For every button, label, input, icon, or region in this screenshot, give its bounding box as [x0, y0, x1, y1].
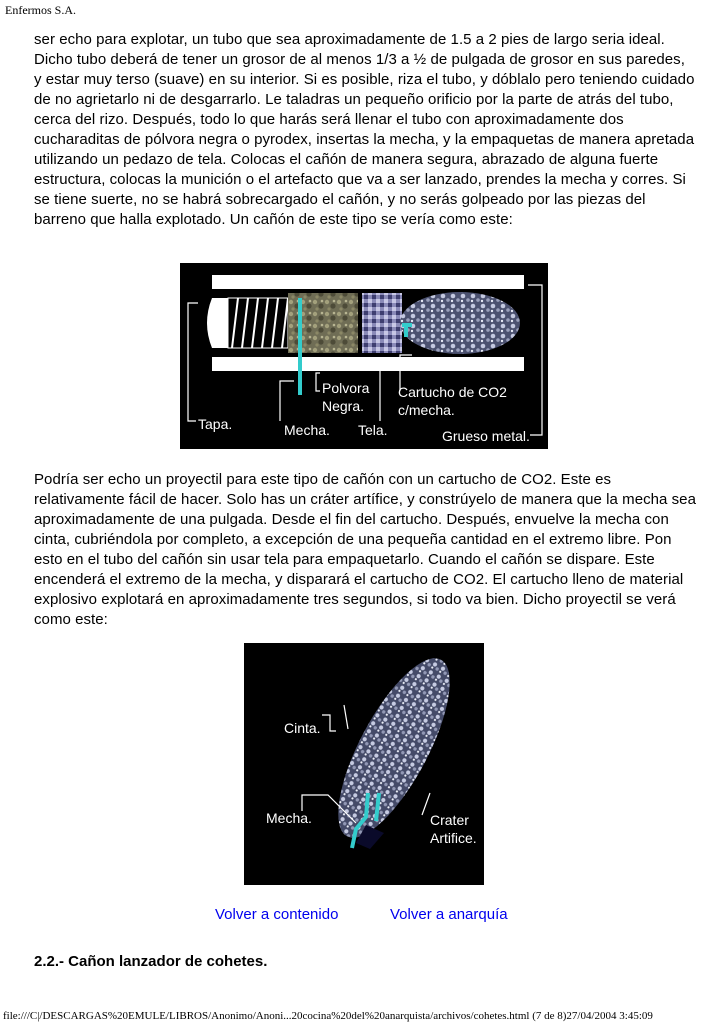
link-volver-anarquia[interactable]: Volver a anarquía — [390, 906, 508, 923]
body-paragraph-2: Podría ser echo un proyectil para este tipo de cañón con un cartucho de CO2. Este es relativamente fácil de hacer. Solo has un cráter artífice, y constrúyelo de manera que la mecha sea aproximadamente de una pulgada. Desde el fin del cartucho. Después, envuelve la mecha con cinta, cubriéndola por completo, a excepción de una pequeña cantidad en el extremo libre. Pon esto en el tubo del cañón sin usar tela para empaquetarlo. Cuando el cañón se dispare. Este encenderá el extremo de la mecha, y disparará el cartucho de CO2. El cartucho lleno de material explosivo explotará en aproximadamente tres segundos, si todo va bien. Dicho proyectil se verá como este: — [34, 471, 696, 628]
label-cartucho-1: Cartucho de CO2 — [398, 384, 507, 400]
page-header-title: Enfermos S.A. — [5, 3, 76, 17]
label-tela: Tela. — [358, 422, 388, 438]
link-volver-contenido[interactable]: Volver a contenido — [215, 906, 339, 923]
label-cartucho-2: c/mecha. — [398, 402, 455, 418]
label-polvora-1: Polvora — [322, 380, 370, 396]
body-paragraph-1: ser echo para explotar, un tubo que sea aproximadamente de 1.5 a 2 pies de largo seria ideal. Dicho tubo deberá de tener un grosor de al menos 1/3 a ½ de pulgada de grosor en sus paredes, y estar muy terso (suave) en su interior. Si es posible, riza el tubo, y dóblalo pero teniendo cuidado de no agrietarlo ni de desgarrarlo. Le taladras un pequeño orificio por la parte de atrás del tubo, cerca del rizo. Después, todo lo que harás será llenar el tubo con aproximadamente dos cucharaditas de pólvora negra o pyrodex, insertas la mecha, y la empaquetas de manera apretada utilizando un pedazo de tela. Colocas el cañón de manera segura, abrazado de alguna fuerte estructura, colocas la munición o el artefacto que va a ser lanzado, prendes la mecha y corres. Si se tiene suerte, no se habrá sobrecargado el cañón, y no serás golpeado por las piezas del barreno que halla explotado. Un cañón de este tipo se vería como este: — [34, 31, 695, 228]
label-mecha-2: Mecha. — [266, 810, 312, 826]
label-polvora-2: Negra. — [322, 398, 365, 414]
label-crater-1: Crater — [430, 812, 469, 828]
label-crater-2: Artifice. — [430, 830, 477, 846]
projectile-diagram — [244, 643, 484, 885]
section-heading: 2.2.- Cañon lanzador de cohetes. — [34, 953, 268, 970]
co2-cartridge — [400, 292, 520, 354]
page-footer-url: file:///C|/DESCARGAS%20EMULE/LIBROS/Anonimo/Anoni...20cocina%20del%20anarquista/archivos/cohetes.html (7 de 8)27/04/2004 3:45:09 — [3, 1010, 653, 1022]
cloth-wad — [362, 293, 402, 353]
tube-top-wall — [212, 275, 524, 289]
tube-thread — [228, 298, 288, 348]
label-mecha: Mecha. — [284, 422, 330, 438]
label-cinta: Cinta. — [284, 720, 321, 736]
cannon-diagram — [180, 263, 548, 449]
label-grueso-metal: Grueso metal. — [442, 428, 530, 444]
label-tapa: Tapa. — [198, 416, 233, 432]
tube-bottom-wall — [212, 357, 524, 371]
tube-cap — [207, 298, 228, 348]
